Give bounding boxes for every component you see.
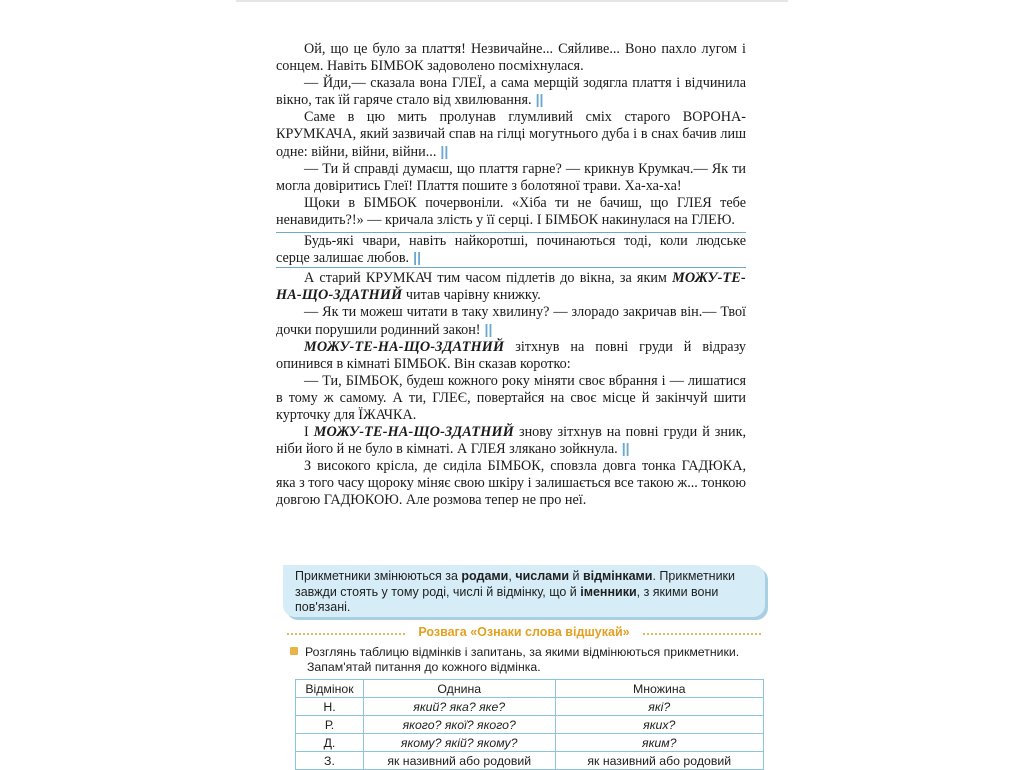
- singular-cell: якому? якій? якому?: [363, 734, 555, 752]
- paragraph-text: — Як ти можеш читати в таку хвилину? — злорадо закричав він.— Твої дочки порушили родинний закон!: [276, 304, 746, 338]
- rule-keyword: числами: [515, 569, 570, 583]
- rule-fragment: й: [569, 569, 583, 583]
- story-paragraph: [276, 75, 746, 109]
- pause-mark: ||: [621, 441, 630, 458]
- case-questions-table: [295, 679, 764, 770]
- square-bullet-icon: [290, 647, 298, 655]
- task-text: Розглянь таблицю відмінків і запитань, за якими відмінюються прикметники. Запам'ятай питання до кожного відмінка.: [305, 645, 740, 675]
- paragraph-text: Щоки в БІМБОК почервоніли. «Хіба ти не бачиш, що ГЛЕЯ тебе ненавидить?!» — кричала злість у її серці. І БІМБОК накинулася на ГЛЕЮ.: [276, 194, 746, 228]
- singular-cell: як називний або родовий: [363, 752, 555, 770]
- pause-mark: ||: [484, 321, 493, 338]
- paragraph-text: читав чарівну книжку.: [405, 287, 541, 304]
- pause-mark: ||: [535, 92, 544, 109]
- column-header-plural: Множина: [555, 680, 764, 698]
- story-paragraph: [276, 304, 746, 338]
- character-name: МОЖУ-ТЕ-НА-ЩО-ЗДАТНИЙ: [313, 424, 514, 441]
- table-row: [296, 752, 764, 770]
- story-paragraph: [276, 195, 746, 229]
- paragraph-text: І: [304, 424, 309, 441]
- singular-cell: який? яка? яке?: [363, 698, 555, 716]
- paragraph-text: — Ти й справді думаєш, що плаття гарне? — крикнув Крумкач.— Як ти могла довіритись Глеї! Плаття пошите з болотяної трави. Ха-ха-ха!: [276, 160, 746, 194]
- story-paragraph: [276, 161, 746, 195]
- character-name: МОЖУ-ТЕ-НА-ЩО-ЗДАТНИЙ: [304, 338, 505, 355]
- paragraph-text: — Ти, БІМБОК, будеш кожного року міняти своє вбрання і — лишатися в тому ж самому. А ти, ГЛЕЄ, повертайся на своє місце й закінчуй шити курточку для ЇЖАЧКА.: [276, 372, 746, 423]
- rule-fragment: Прикметники змінюються за: [295, 569, 462, 583]
- character-name: МОЖУ-ТЕ-НА-ЩО-ЗДАТНИЙ: [276, 270, 746, 304]
- plural-cell: яким?: [555, 734, 764, 752]
- paragraph-text: А старий КРУМКАЧ тим часом підлетів до вікна, за яким: [304, 270, 667, 287]
- story-paragraph: [276, 270, 746, 304]
- task-instruction: [290, 645, 765, 675]
- pause-mark: ||: [413, 250, 422, 267]
- plural-cell: яких?: [555, 716, 764, 734]
- game-header: [283, 625, 765, 641]
- table-row: [296, 698, 764, 716]
- rule-fragment: . Прикметники завжди стоять у тому роді, числі й відмінку, що й: [295, 569, 736, 599]
- singular-cell: якого? якої? якого?: [363, 716, 555, 734]
- plural-cell: які?: [555, 698, 764, 716]
- paragraph-text: Будь-які чвари, навіть найкоротші, починаються тоді, коли людське серце залишає любов.: [276, 233, 746, 267]
- case-cell: З.: [296, 752, 364, 770]
- rule-fragment: ,: [508, 569, 516, 583]
- story-paragraph: [276, 458, 746, 509]
- pause-mark: ||: [440, 143, 449, 160]
- case-cell: Р.: [296, 716, 364, 734]
- rule-keyword: іменники: [580, 584, 637, 599]
- table-row: [296, 734, 764, 752]
- story-text: [276, 41, 746, 510]
- page-top-rule: [236, 0, 788, 2]
- story-paragraph: [276, 339, 746, 373]
- story-paragraph: [276, 373, 746, 424]
- paragraph-text: Саме в цю мить пролунав глумливий сміх старого ВОРОНА-КРУМКАЧА, який зазвичай спав на гілці могутнього дуба і в снах бачив лиш одне: війни, війни, війни...: [276, 109, 746, 160]
- column-header-case: Відмінок: [296, 680, 364, 698]
- case-cell: Н.: [296, 698, 364, 716]
- column-header-singular: Однина: [363, 680, 555, 698]
- table-row: [296, 716, 764, 734]
- story-paragraph: [276, 109, 746, 160]
- paragraph-text: зітхнув на повні груди й відразу опинився в кімнаті БІМБОК. Він сказав коротко:: [276, 338, 746, 372]
- story-paragraph: [276, 424, 746, 458]
- paragraph-text: — Йди,— сказала вона ГЛЕЇ, а сама мерщій зодягла плаття і відчинила вікно, так їй гаряче стало від хвилювання.: [276, 75, 746, 109]
- rule-keyword: відмінками: [582, 569, 653, 583]
- grammar-rule-box: [283, 565, 765, 617]
- case-cell: Д.: [296, 734, 364, 752]
- plural-cell: як називний або родовий: [555, 752, 764, 770]
- dotted-divider-right: [643, 633, 761, 635]
- rule-fragment: , з якими вони пов'язані.: [295, 584, 719, 615]
- highlighted-moral: [276, 232, 746, 268]
- rule-keyword: родами: [461, 569, 509, 583]
- table-header-row: [296, 680, 764, 698]
- paragraph-text: З високого крісла, де сиділа БІМБОК, сповзла довга тонка ГАДЮКА, яка з того часу щороку міняє свою шкіру і залишається все такою ж... тонкою довгою ГАДЮКОЮ. Але розмова тепер не про неї.: [276, 458, 746, 509]
- story-paragraph: [276, 41, 746, 75]
- paragraph-text: знову зітхнув на повні груди й зник, ніби його й не було в кімнаті. А ГЛЕЯ злякано зойкнула.: [276, 424, 747, 458]
- game-title: Розвага «Ознаки слова відшукай»: [418, 625, 630, 639]
- paragraph-text: Ой, що це було за плаття! Незвичайне... Сяйливе... Воно пахло лугом і сонцем. Навіть БІМБОК задоволено посміхнулася.: [276, 41, 746, 75]
- grammar-rule-text: [295, 569, 753, 616]
